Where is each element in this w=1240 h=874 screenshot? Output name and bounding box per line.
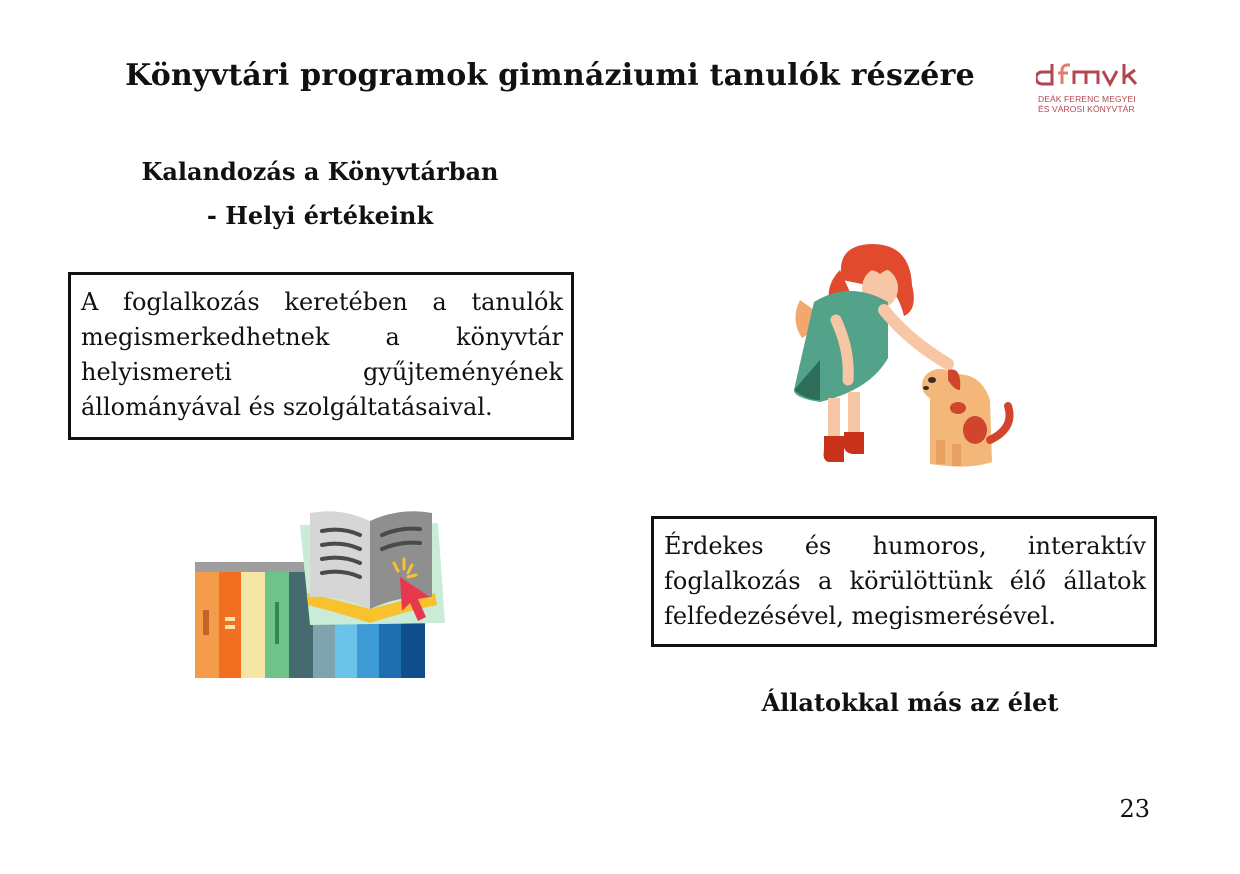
program2-title: Állatokkal más az élet bbox=[761, 688, 1059, 717]
program1-description: A foglalkozás keretében a tanulók megismerkedhetnek a könyvtár helyismereti gyűjteményének állományával és szolgáltatásaival. bbox=[68, 272, 574, 440]
program1-title-line2: - Helyi értékeink bbox=[206, 201, 434, 230]
open-book-with-cursor-illustration bbox=[190, 505, 450, 683]
program2-description: Érdekes és humoros, interaktív foglalkozás a körülöttünk élő állatok felfedezésével, megismerésével. bbox=[651, 516, 1157, 647]
logo-subtitle-line1: DEÁK FERENC MEGYEI bbox=[1038, 94, 1136, 104]
girl-petting-dog-illustration bbox=[780, 240, 1030, 475]
logo-subtitle-line2: ÉS VÁROSI KÖNYVTÁR bbox=[1038, 104, 1135, 114]
page-title: Könyvtári programok gimnáziumi tanulók részére bbox=[125, 58, 975, 93]
logo-mark bbox=[1036, 60, 1156, 90]
page-number: 23 bbox=[1119, 795, 1150, 823]
logo-subtitle bbox=[1038, 94, 1158, 114]
program1-title bbox=[110, 150, 530, 238]
library-logo bbox=[1036, 60, 1156, 120]
program1-title-line1: Kalandozás a Könyvtárban bbox=[141, 157, 499, 186]
